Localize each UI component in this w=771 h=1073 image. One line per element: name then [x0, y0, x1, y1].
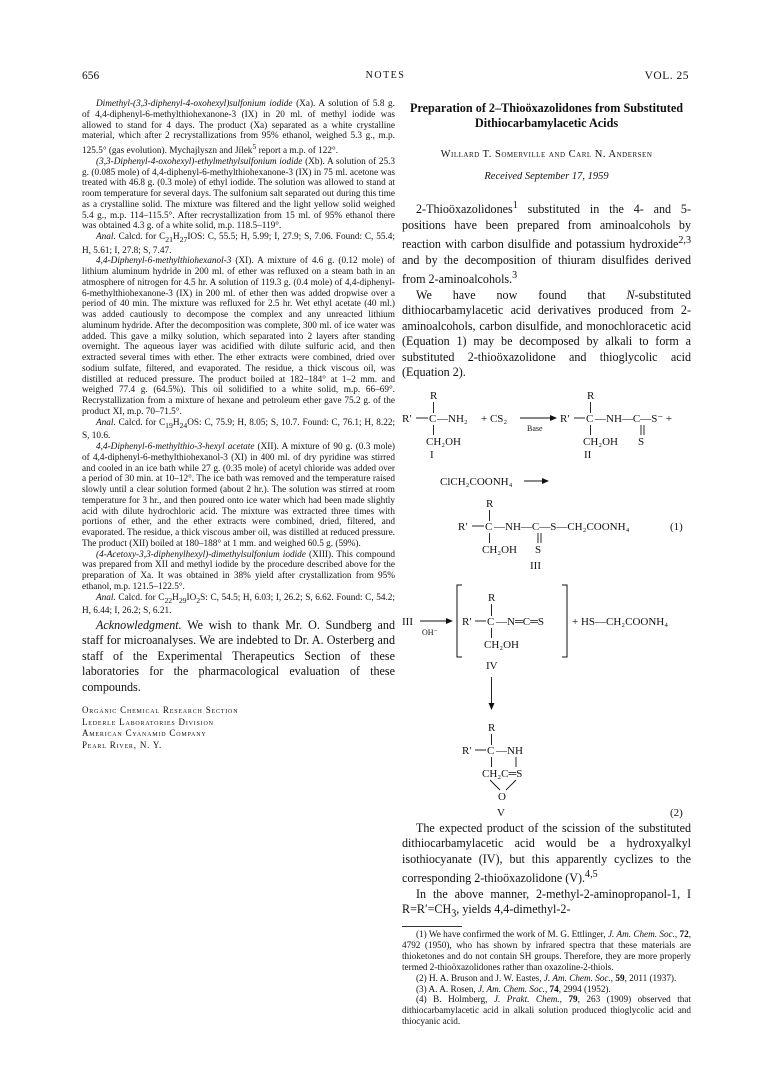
compound-label-ii: II — [584, 448, 592, 461]
substituent-r-prime: R′ — [462, 615, 472, 628]
arrow-head-icon — [489, 703, 495, 710]
substituent-r: R — [488, 591, 496, 604]
ring-nh: —NH — [496, 744, 523, 757]
carbon-atom: C — [485, 520, 493, 533]
reaction-scheme-drawing — [402, 385, 691, 821]
footnote: (3) A. A. Rosen, J. Am. Chem. Soc., 74, 2994 (1952). — [416, 983, 611, 994]
paragraph: (3,3-Diphenyl-4-oxohexyl)-ethylmethylsulfonium iodide (Xb). A solution of 25.3 g. (0.085 mole) of 4,4-diphenyl-6-methylthiohexanone-3 (IX) in 75 ml. acetone was treated with 46.8 g. (0.3 mole) of ethyl iodide. The solution was allowed to stand at room temperature for several days. The sulfonium salt separated out during this time as a crystalline solid. The mixture was filtered and the light yellow solid weighed 5.4 g., m.p. 114–115.5°. After recrystallization from 15 ml. of 95% ethanol there was obtained 4.3 g. of a white solid, m.p. 118.5–119°. — [82, 156, 396, 232]
ring-bond — [490, 780, 500, 790]
carbon-atom: C — [487, 744, 495, 757]
isothiocyanate-group: —N═C═S — [496, 615, 544, 628]
footnotes — [402, 929, 691, 1027]
substituent-r-prime: R′ — [402, 412, 412, 425]
experimental-text — [82, 99, 395, 617]
volume-label: VOL. 25 — [644, 70, 689, 82]
paragraph: The expected product of the scission of the substituted dithiocarbamylacetic acid would be a hydroxyalkyl isothiocyanate (IV), but this apparently cyclizes to the corresponding 2-thioöxazolidone (V).$^{4,5}$ — [402, 820, 691, 886]
substituent-r: R — [587, 389, 595, 402]
paragraph: 4,4-Diphenyl-6-methylthiohexanol-3 (XI). A mixture of 4.6 g. (0.12 mole) of lithium aluminum hydride in 200 ml. of ether was refluxed on a steam bath in an atmosphere of nitrogen for 4.5 hr. A solution of 119.3 g. (0.4 mole) of 4,4-diphenyl-6-methylthiohexanone-3 (IX) in 200 ml. of ether then was added dropwise over a period of 40 min. The mixture was refluxed for 2.5 hr. Wet ethyl acetate (40 ml.) was added cautiously to decompose the complex and any unreacted lithium aluminum hydride. After the decomposition was complete, 300 ml. of ice water was added. This gave a milky solution, which separated into 2 layers after standing overnight. The aqueous layer was acidified with dilute sulfuric acid, and then extracted several times with ether. The ether extracts were combined, dried over sodium sulfate, filtered, and evaporated. The residue, a thick viscous oil, was distilled at reduced pressure. The product boiled at 182–184° at 1–2 mm. and weighed 77.4 g. (64.5%). This oil solidified to a white solid, m.p. 66–69°. Recrystallization from a mixture of hexane and petroleum ether gave 75.2 g. of the product XI, m.p. 70–71.5°. — [82, 256, 395, 417]
paragraph: Dimethyl-(3,3-diphenyl-4-oxohexyl)sulfonium iodide (Xa). A solution of 5.8 g. of 4,4-diphenyl-6-methylthiohexanone-3 (IX) in 20 ml. of methyl iodide was allowed to stand for 4 days. The product (Xa) separated as a white crystalline material, which after 2 recrystallizations from 95% ethanol, weighed 5.3 g., m.p. 125.5° (gas evolution). Mychajlyszn and Jílek$^5$ report a m.p. of 122°. — [82, 99, 395, 157]
paragraph: Anal. Calcd. for $C_{21}H_{27}IOS$: C, 55.5; H, 5.99; I, 27.9; S, 7.06. Found: C, 55.4; H, 5.61; I, 27.8; S, 7.47. — [82, 232, 396, 256]
paragraph: Anal. Calcd. for $C_{19}H_{24}OS$: C, 75.9; H, 8.05; S, 10.7. Found: C, 76.1; H, 8.22; S, 10.6. — [82, 417, 396, 442]
right-bracket — [562, 585, 567, 657]
acknowledgment: Acknowledgment. We wish to thank Mr. O. Sundberg and staff for microanalyses. We are indebted to Dr. A. Osterberg and staff of the Experimental Therapeutics Section of these laboratories for the pharmacological evaluation of these compounds. — [82, 617, 395, 694]
arrow-head-icon — [542, 478, 549, 484]
hydroxymethyl-group: CH₂OH — [482, 543, 518, 556]
carbon-disulfide: + CS₂ — [481, 412, 508, 425]
substituent-r: R — [486, 497, 494, 510]
affiliation-line: Lederle Laboratories Division — [82, 716, 214, 727]
footnote-divider — [402, 926, 462, 927]
thione-sulfur: S — [535, 543, 542, 556]
footnote: (2) H. A. Bruson and J. W. Eastes, J. Am. Chem. Soc., 59, 2011 (1937). — [416, 972, 677, 983]
footnote: (4) B. Holmberg, J. Prakt. Chem., 79, 263 (1909) observed that dithiocarbamylacetic acid in alkali solution produced thioglycolic acid and thiocyanic acid. — [402, 994, 691, 1027]
compound-label-iii: III — [402, 615, 413, 628]
reaction-scheme — [402, 385, 691, 821]
compound-label-iv: IV — [486, 659, 498, 672]
footnote: (1) We have confirmed the work of M. G. Ettlinger, J. Am. Chem. Soc., 72, 4792 (1950), who has shown by infrared spectra that these materials are thioketones and do not contain SH groups. Therefore, they are more properly termed 2-thioöxazolidones rather than oxazoline-2-thiols. — [402, 929, 692, 972]
acknowledgment-block — [82, 618, 395, 696]
paragraph: In the above manner, 2-methyl-2-aminopropanol-1, I $R=R'=CH_3$, yields 4,4-dimethyl-2- — [402, 886, 691, 920]
chloroacetate-reagent: ClCH₂COONH₄ — [440, 475, 513, 488]
paragraph: 2-Thioöxazolidones$^1$ substituted in the 4- and 5- positions have been prepared from aminoalcohols by reaction with carbon disulfide and potassium hydroxide$^{2,3}$ and by the decomposition of thiuram disulfides derived from 2-aminoalcohols.$^3$ — [402, 200, 691, 287]
reagent-base: Base — [527, 423, 543, 433]
ring-ch2-thione: CH₂C═S — [482, 767, 523, 780]
compound-label-v: V — [497, 806, 505, 819]
substituent-r-prime: R′ — [560, 412, 570, 425]
substituent-r: R — [430, 389, 438, 402]
thioglycolate-product: + HS—CH₂COONH₄ — [572, 615, 669, 628]
dithiocarbamate-chain: —NH—C—S⁻ + — [595, 412, 673, 425]
affiliation-line: Organic Chemical Research Section — [82, 705, 239, 716]
section-name: NOTES — [365, 70, 406, 81]
paragraph: (4-Acetoxy-3,3-diphenylhexyl)-dimethylsulfonium iodide (XIII). This compound was prepared from XII and methyl iodide by the procedure described above for the preparation of Xa. It was obtained in 38% yield after crystallization from 95% ethanol, m.p. 121.5–122.5°. — [82, 549, 395, 592]
amine-group: —NH₂ — [437, 412, 468, 425]
hydroxymethyl-group: CH₂OH — [426, 435, 462, 448]
ring-oxygen: O — [498, 790, 506, 803]
paragraph: We have now found that N-substituted dithiocarbamylacetic acid derivatives produced from 2-aminoalcohols, carbon disulfide, and monochloracetic acid (Equation 1) may be decomposed by alkali to form a substituted 2-thioöxazolidone and thioglycolic acid (Equation 2). — [402, 287, 691, 380]
hydroxymethyl-group: CH₂OH — [583, 435, 619, 448]
left-column — [82, 99, 395, 751]
running-head — [82, 70, 689, 86]
carbon-atom: C — [487, 615, 495, 628]
page-number: 656 — [82, 70, 100, 82]
affiliation-line: Pearl River, N. Y. — [82, 739, 163, 750]
article-title: Preparation of 2–Thioöxazolidones from Substituted Dithiocarbamylacetic Acids — [409, 101, 684, 130]
dithiocarbamylacetate-chain: —NH—C—S—CH₂COONH₄ — [494, 520, 630, 533]
authors: Willard T. Somerville and Carl N. Andersen — [440, 149, 653, 160]
ring-bond — [506, 780, 516, 790]
equation-number-1: (1) — [670, 520, 683, 533]
substituent-r-prime: R′ — [462, 744, 472, 757]
hydroxymethyl-group: CH₂OH — [484, 638, 520, 651]
discussion-text — [402, 821, 691, 922]
received-date: Received September 17, 1959 — [484, 171, 609, 182]
compound-label-i: I — [430, 448, 434, 461]
carbon-atom: C — [586, 412, 594, 425]
substituent-r: R — [488, 721, 496, 734]
substituent-r-prime: R′ — [458, 520, 468, 533]
paragraph: Anal. Calcd. for $C_{22}H_{29}IO_2S$: C, 54.5; H, 6.03; I, 26.2; S, 6.62. Found: C, 54.2; H, 6.44; I, 26.2; S, 6.21. — [82, 592, 396, 617]
arrow-head-icon — [550, 415, 557, 421]
affiliation-line: American Cyanamid Company — [82, 728, 207, 739]
equation-number-2: (2) — [670, 806, 683, 819]
intro-text — [402, 198, 691, 381]
carbon-atom: C — [429, 412, 437, 425]
thione-sulfur: S — [638, 435, 645, 448]
right-column — [402, 99, 691, 1027]
arrow-head-icon — [446, 618, 453, 624]
affiliation — [82, 705, 395, 751]
paragraph: 4,4-Diphenyl-6-methylthio-3-hexyl acetate (XII). A mixture of 90 g. (0.3 mole) of 4,4-diphenyl-6-methylthiohexanol-3 (XI) in 400 ml. of dry pyridine was stirred and cooled in an ice bath while 27 g. (0.35 mole) of acetyl chloride was added over a period of 30 min. at 10–12°. The ice bath was removed and the temperature raised slowly until a clear solution formed (about 2 hr.). The solution was stirred at room temperature for 3 hr., and then poured onto ice water which had been made slightly acid with dilute hydrochloric acid. The mixture was extracted three times with portions of ether, and the ether extracts were combined, dried, filtered, and evaporated. The residue, a thick viscous amber oil, was distilled at reduced pressure. The product (XII) boiled at 180–188° at 1 mm. and weighed 60.5 g. (59%). — [82, 442, 395, 549]
reagent-hydroxide: OH⁻ — [422, 627, 438, 637]
compound-label-iii: III — [530, 559, 541, 572]
